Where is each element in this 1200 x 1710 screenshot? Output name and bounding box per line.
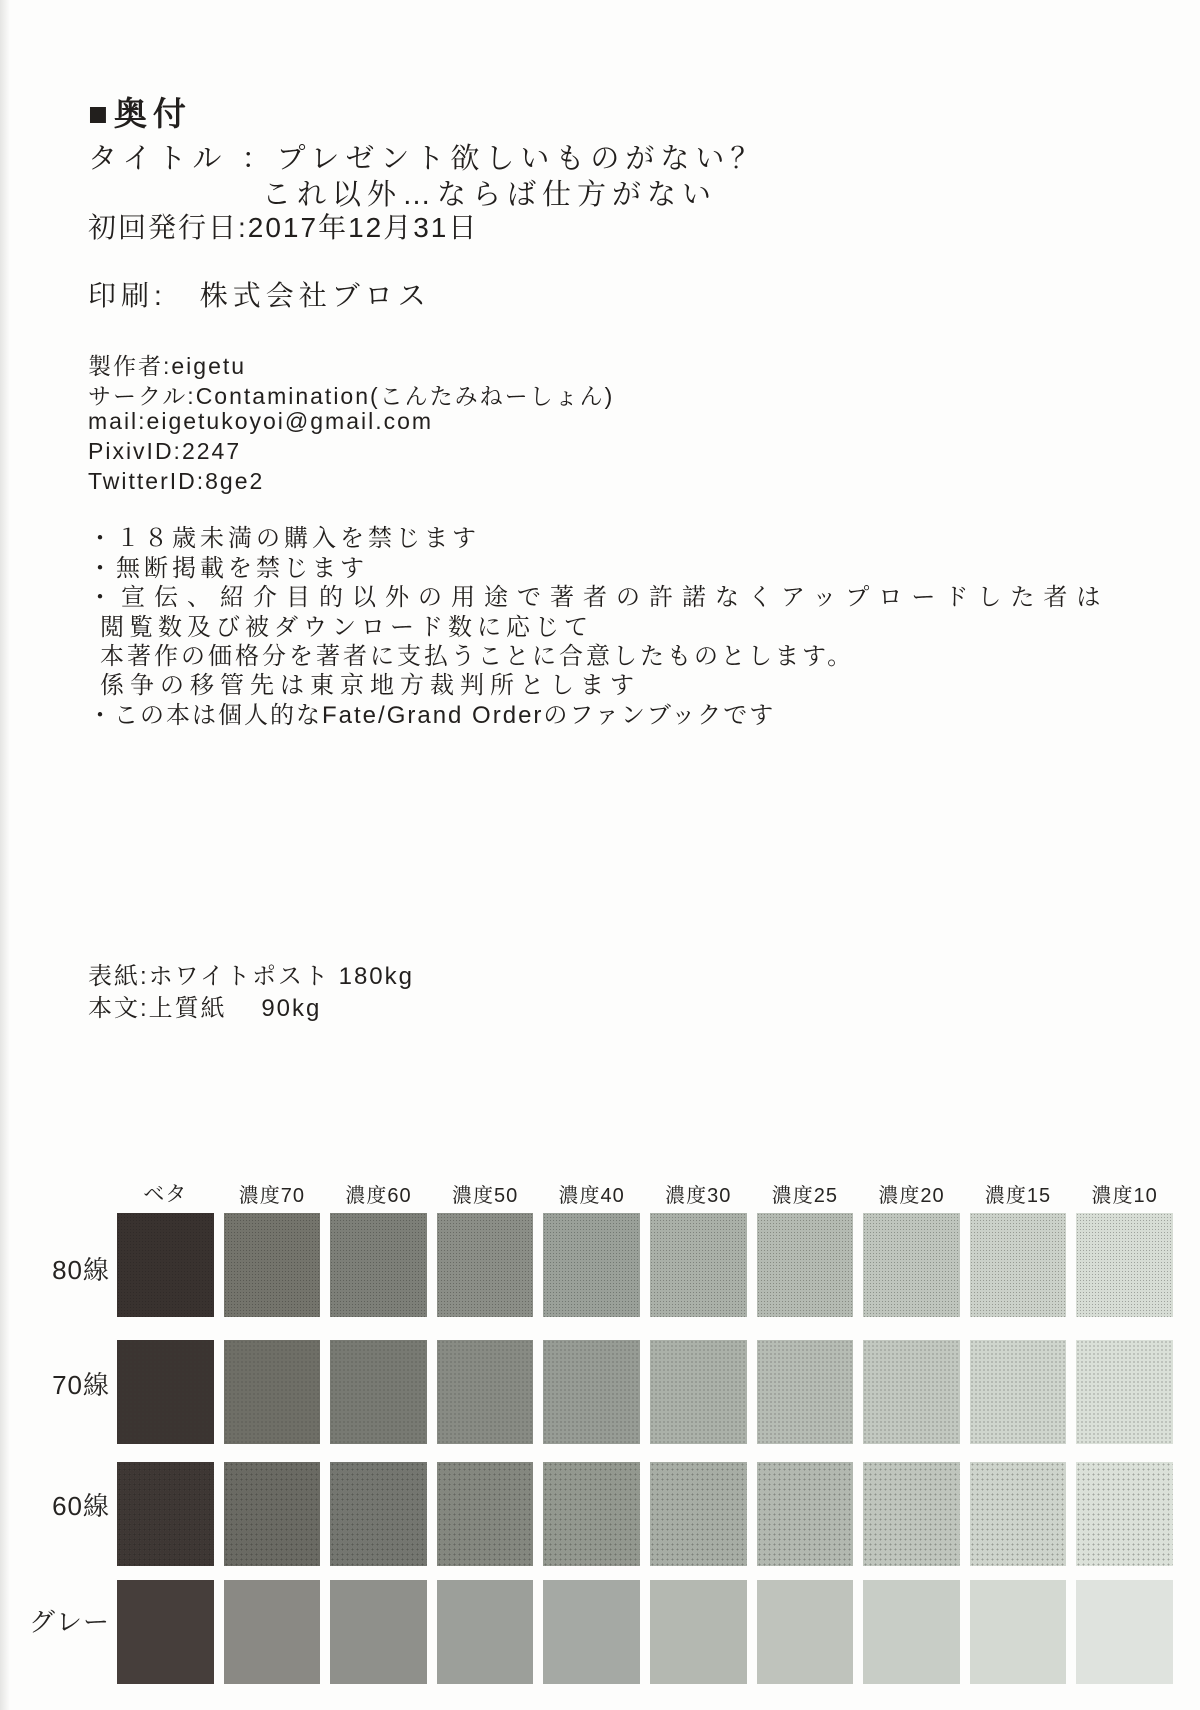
first-published-date: 初回発行日:2017年12月31日 bbox=[88, 212, 479, 243]
density-swatch bbox=[330, 1213, 427, 1317]
swatch-row bbox=[117, 1462, 1173, 1566]
cover-paper-spec: 表紙:ホワイトポスト 180kg bbox=[88, 963, 415, 990]
density-swatch bbox=[863, 1462, 960, 1566]
density-swatch bbox=[863, 1340, 960, 1444]
body-paper-spec: 本文:上質紙 90kg bbox=[88, 995, 322, 1022]
density-swatch bbox=[224, 1213, 321, 1317]
density-swatch bbox=[543, 1340, 640, 1444]
density-swatch bbox=[117, 1462, 214, 1566]
column-header: 濃度25 bbox=[771, 1185, 838, 1207]
density-swatch bbox=[650, 1340, 747, 1444]
density-swatch bbox=[970, 1462, 1067, 1566]
mail-address: mail:eigetukoyoi@gmail.com bbox=[88, 408, 434, 434]
swatch-row bbox=[117, 1580, 1173, 1684]
density-swatch bbox=[330, 1580, 427, 1684]
printer-name: 印刷: 株式会社ブロス bbox=[88, 280, 431, 311]
column-header: 濃度15 bbox=[984, 1185, 1052, 1207]
notice-fanbook: ・この本は個人的なFate/Grand Orderのファンブックです bbox=[88, 702, 776, 729]
column-header: 濃度70 bbox=[238, 1185, 306, 1207]
density-swatch bbox=[757, 1213, 854, 1317]
row-label: グレー bbox=[28, 1607, 110, 1637]
pixiv-id: PixivID:2247 bbox=[88, 438, 242, 464]
notice-no-repost: ・無断掲載を禁じます bbox=[88, 555, 368, 582]
density-swatch bbox=[757, 1462, 854, 1566]
swatch-row bbox=[117, 1340, 1173, 1444]
density-swatch bbox=[863, 1213, 960, 1317]
book-title-line1: タイトル ：プレゼント欲しいものがない？ bbox=[88, 143, 766, 175]
column-header: 濃度30 bbox=[665, 1185, 732, 1207]
column-header: 濃度40 bbox=[558, 1185, 625, 1207]
density-swatch bbox=[650, 1462, 747, 1566]
density-swatch bbox=[970, 1213, 1067, 1317]
density-swatch bbox=[224, 1462, 321, 1566]
row-label: 80線 bbox=[52, 1255, 110, 1285]
density-swatch bbox=[1076, 1462, 1173, 1566]
notice-upload-line3: 本著作の価格分を著者に支払うことに合意したものとします。 bbox=[100, 643, 855, 670]
density-swatch bbox=[1076, 1340, 1173, 1444]
density-swatch bbox=[1076, 1580, 1173, 1684]
density-swatch bbox=[117, 1340, 214, 1444]
column-header: 濃度10 bbox=[1091, 1185, 1158, 1207]
density-swatch bbox=[437, 1213, 534, 1317]
column-header: 濃度20 bbox=[878, 1185, 945, 1207]
density-swatch bbox=[970, 1580, 1067, 1684]
notice-jurisdiction: 係争の移管先は東京地方裁判所とします bbox=[100, 672, 640, 699]
column-header: 濃度50 bbox=[451, 1185, 519, 1207]
page-title: ■奥付 bbox=[88, 95, 192, 132]
density-swatch bbox=[437, 1580, 534, 1684]
row-label: 60線 bbox=[52, 1491, 110, 1521]
column-header: ベタ bbox=[143, 1183, 188, 1206]
density-swatch bbox=[437, 1340, 534, 1444]
density-swatch bbox=[863, 1580, 960, 1684]
density-swatch bbox=[650, 1580, 747, 1684]
column-header: 濃度60 bbox=[345, 1185, 412, 1207]
density-swatch bbox=[1076, 1213, 1173, 1317]
twitter-id: TwitterID:8ge2 bbox=[88, 468, 265, 494]
book-title-line2: これ以外…ならば仕方がない bbox=[262, 179, 718, 211]
density-swatch bbox=[117, 1580, 214, 1684]
notice-upload-line2: 閲覧数及び被ダウンロード数に応じて bbox=[100, 614, 593, 641]
density-test-chart bbox=[0, 1180, 1200, 1700]
density-swatch bbox=[543, 1580, 640, 1684]
density-swatch bbox=[970, 1340, 1067, 1444]
density-swatch bbox=[117, 1213, 214, 1317]
circle-name: サークル:Contamination(こんたみねーしょん) bbox=[88, 383, 615, 409]
density-swatch bbox=[543, 1462, 640, 1566]
notice-upload-line1: ・宣伝、紹介目的以外の用途で著者の許諾なくアップロードした者は bbox=[88, 584, 1110, 611]
density-swatch bbox=[224, 1340, 321, 1444]
density-swatch bbox=[330, 1340, 427, 1444]
density-swatch bbox=[757, 1340, 854, 1444]
notice-age-restriction: ・１８歳未満の購入を禁じます bbox=[88, 525, 480, 552]
density-swatch bbox=[757, 1580, 854, 1684]
row-label: 70線 bbox=[52, 1370, 110, 1400]
density-swatch bbox=[650, 1213, 747, 1317]
creator-name: 製作者:eigetu bbox=[88, 353, 247, 379]
chart-column-headers bbox=[117, 1180, 1173, 1208]
density-swatch bbox=[437, 1462, 534, 1566]
swatch-row bbox=[117, 1213, 1173, 1317]
density-swatch bbox=[330, 1462, 427, 1566]
density-swatch bbox=[543, 1213, 640, 1317]
density-swatch bbox=[224, 1580, 321, 1684]
